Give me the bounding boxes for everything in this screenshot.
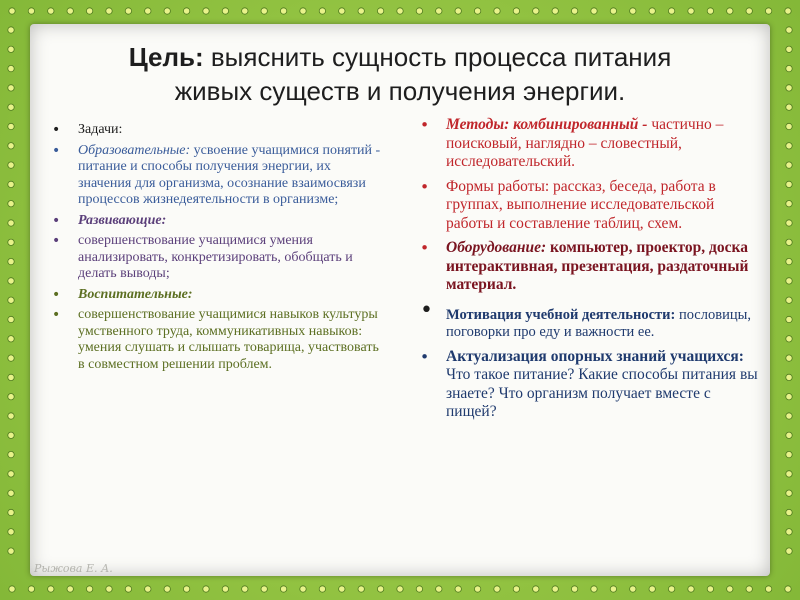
- border-dot: [746, 8, 752, 14]
- border-dot: [785, 8, 791, 14]
- border-dot: [261, 8, 267, 14]
- border-dot: [765, 586, 771, 592]
- border-dot: [8, 374, 14, 380]
- border-dot: [8, 316, 14, 322]
- border-dot: [222, 586, 228, 592]
- border-dot: [436, 8, 442, 14]
- border-dot: [786, 509, 792, 515]
- dev-label: Развивающие:: [78, 212, 167, 228]
- border-dot: [8, 336, 14, 342]
- border-dot: [552, 586, 558, 592]
- border-dot: [727, 586, 733, 592]
- border-dot: [707, 8, 713, 14]
- border-dot: [300, 586, 306, 592]
- border-dot: [416, 586, 422, 592]
- edu-text: усвоение учащимися понятий - питание и способы получения энергии, их значения для организма, осознание взаимосвязи процессов жизнедеятельности в организме;: [78, 142, 381, 207]
- bullet-icon: •: [420, 177, 430, 196]
- border-dot: [455, 586, 461, 592]
- border-dot: [8, 413, 14, 419]
- list-item: [420, 297, 760, 342]
- border-dot: [786, 239, 792, 245]
- border-dot: [8, 46, 14, 52]
- border-dot: [377, 8, 383, 14]
- border-dot: [533, 586, 539, 592]
- border-dot: [8, 490, 14, 496]
- border-dot: [786, 297, 792, 303]
- border-dot: [786, 46, 792, 52]
- border-dot: [106, 8, 112, 14]
- bullet-icon: •: [52, 233, 61, 249]
- border-dot: [591, 586, 597, 592]
- tasks-heading: Задачи:: [78, 122, 123, 137]
- border-dot: [786, 451, 792, 457]
- border-dot: [8, 239, 14, 245]
- list-item: [420, 348, 760, 422]
- border-dot: [8, 27, 14, 33]
- border-dot: [86, 586, 92, 592]
- border-dot: [513, 8, 519, 14]
- border-dot: [649, 8, 655, 14]
- border-dot: [668, 8, 674, 14]
- border-dot: [9, 8, 15, 14]
- border-dot: [203, 8, 209, 14]
- list-item: [52, 213, 382, 230]
- border-dot: [280, 8, 286, 14]
- border-dot: [786, 104, 792, 110]
- border-dot: [786, 220, 792, 226]
- border-dot: [8, 258, 14, 264]
- border-dot: [280, 586, 286, 592]
- border-dot: [630, 586, 636, 592]
- actualization-text: Что такое питание? Какие способы питания вы знаете? Что организм получает вместе с пищей?: [446, 366, 758, 420]
- border-dot: [610, 8, 616, 14]
- dev-text: совершенствование учащимися умения анализировать, конкретизировать, обобщать и делать выводы;: [78, 233, 353, 281]
- border-dot: [786, 181, 792, 187]
- border-dot: [668, 586, 674, 592]
- border-dot: [474, 8, 480, 14]
- page-title: [40, 40, 760, 108]
- border-dot: [786, 490, 792, 496]
- motivation-text: пословицы, поговорки про еду и важности ее.: [446, 306, 751, 340]
- border-dot: [8, 104, 14, 110]
- border-dot: [455, 8, 461, 14]
- border-dot: [203, 586, 209, 592]
- border-dot: [106, 586, 112, 592]
- bullet-icon: •: [52, 142, 61, 159]
- border-dot: [8, 162, 14, 168]
- list-item: [52, 233, 382, 283]
- border-dot: [183, 586, 189, 592]
- title-line1: выяснить сущность процесса питания: [203, 42, 672, 72]
- border-dot: [261, 586, 267, 592]
- border-dot: [358, 8, 364, 14]
- motivation-label: Мотивация учебной деятельности:: [446, 306, 676, 323]
- border-dot: [125, 586, 131, 592]
- list-item: [52, 287, 382, 304]
- border-dot: [8, 355, 14, 361]
- border-dot: [48, 586, 54, 592]
- border-dot: [48, 8, 54, 14]
- bullet-icon: •: [420, 297, 433, 323]
- border-dot: [786, 316, 792, 322]
- list-item: [420, 116, 760, 172]
- tasks-column: [52, 122, 382, 377]
- border-dot: [786, 258, 792, 264]
- border-dot: [649, 586, 655, 592]
- border-dot: [242, 8, 248, 14]
- title-bold: Цель:: [128, 42, 204, 72]
- border-dot: [242, 586, 248, 592]
- border-dot: [786, 85, 792, 91]
- border-dot: [436, 586, 442, 592]
- list-item: [52, 143, 382, 209]
- border-dot: [339, 586, 345, 592]
- border-dot: [164, 8, 170, 14]
- list-item: [420, 178, 760, 234]
- border-dot: [610, 586, 616, 592]
- equipment-text: компьютер, проектор, доска интерактивная, презентация, раздаточный материал.: [446, 239, 749, 293]
- border-dot: [8, 548, 14, 554]
- border-dot: [8, 278, 14, 284]
- border-dot: [125, 8, 131, 14]
- border-dot: [8, 85, 14, 91]
- border-dot: [377, 586, 383, 592]
- border-dot: [28, 8, 34, 14]
- border-dot: [416, 8, 422, 14]
- border-dot: [9, 586, 15, 592]
- list-item: [52, 122, 382, 139]
- border-dot: [67, 8, 73, 14]
- border-dot: [591, 8, 597, 14]
- border-dot: [8, 451, 14, 457]
- border-dot: [533, 8, 539, 14]
- bullet-icon: •: [420, 239, 430, 257]
- border-dot: [494, 586, 500, 592]
- forms-text: Формы работы: рассказ, беседа, работа в группах, выполнение исследовательской работы и составление таблиц, схем.: [446, 177, 716, 232]
- border-dot: [8, 471, 14, 477]
- list-item: [52, 307, 382, 373]
- border-dot: [786, 27, 792, 33]
- border-dot: [630, 8, 636, 14]
- border-dot: [8, 529, 14, 535]
- edu-label: Образовательные:: [78, 142, 191, 158]
- border-dot: [746, 586, 752, 592]
- border-dot: [8, 143, 14, 149]
- vos-label: Воспитательные:: [78, 286, 193, 302]
- methods-column: [420, 116, 760, 426]
- border-dot: [765, 8, 771, 14]
- border-dot: [397, 8, 403, 14]
- border-dot: [183, 8, 189, 14]
- border-dot: [786, 65, 792, 71]
- border-dot: [786, 548, 792, 554]
- border-dot: [8, 123, 14, 129]
- border-dot: [513, 586, 519, 592]
- border-dot: [786, 278, 792, 284]
- border-dot: [786, 394, 792, 400]
- border-dot: [786, 374, 792, 380]
- border-dot: [786, 143, 792, 149]
- border-dot: [8, 201, 14, 207]
- author-signature: Рыжова Е. А.: [34, 562, 113, 575]
- border-dot: [474, 586, 480, 592]
- border-dot: [552, 8, 558, 14]
- border-dot: [571, 586, 577, 592]
- border-dot: [786, 162, 792, 168]
- border-dot: [8, 220, 14, 226]
- border-dot: [571, 8, 577, 14]
- actualization-label: Актуализация опорных знаний учащихся:: [446, 347, 744, 365]
- border-dot: [8, 432, 14, 438]
- vos-text: совершенствование учащимися навыков культуры умственного труда, коммуникативных навыков: умения слушать и слышать товарища, участвовать в совместном решении проблем.: [78, 307, 379, 372]
- border-dot: [786, 432, 792, 438]
- bullet-icon: •: [52, 307, 61, 323]
- border-dot: [786, 471, 792, 477]
- border-dot: [164, 586, 170, 592]
- equipment-label: Оборудование:: [446, 239, 547, 256]
- methods-label: Методы: комбинированный -: [446, 116, 648, 133]
- border-dot: [786, 123, 792, 129]
- bullet-icon: •: [52, 212, 61, 229]
- border-dot: [222, 8, 228, 14]
- border-dot: [67, 586, 73, 592]
- border-dot: [300, 8, 306, 14]
- bullet-icon: •: [420, 347, 430, 366]
- border-dot: [8, 297, 14, 303]
- border-dot: [319, 8, 325, 14]
- border-dot: [707, 586, 713, 592]
- border-dot: [786, 529, 792, 535]
- border-dot: [494, 8, 500, 14]
- border-dot: [786, 336, 792, 342]
- title-line2: живых существ и получения энергии.: [174, 76, 626, 106]
- bullet-icon: •: [52, 286, 61, 303]
- list-item: [420, 239, 760, 295]
- border-dot: [688, 586, 694, 592]
- border-dot: [145, 586, 151, 592]
- border-dot: [785, 586, 791, 592]
- methods-text: частично – поисковый, наглядно – словестный, исследовательский.: [446, 116, 724, 170]
- border-dot: [8, 509, 14, 515]
- border-dot: [786, 355, 792, 361]
- border-dot: [727, 8, 733, 14]
- bullet-icon: •: [420, 116, 430, 134]
- border-dot: [8, 65, 14, 71]
- border-dot: [688, 8, 694, 14]
- border-dot: [86, 8, 92, 14]
- border-dot: [28, 586, 34, 592]
- border-dot: [8, 181, 14, 187]
- border-dot: [319, 586, 325, 592]
- border-dot: [397, 586, 403, 592]
- border-dot: [358, 586, 364, 592]
- border-dot: [8, 394, 14, 400]
- border-dot: [786, 201, 792, 207]
- border-dot: [786, 413, 792, 419]
- border-dot: [145, 8, 151, 14]
- border-dot: [339, 8, 345, 14]
- bullet-icon: •: [52, 122, 61, 138]
